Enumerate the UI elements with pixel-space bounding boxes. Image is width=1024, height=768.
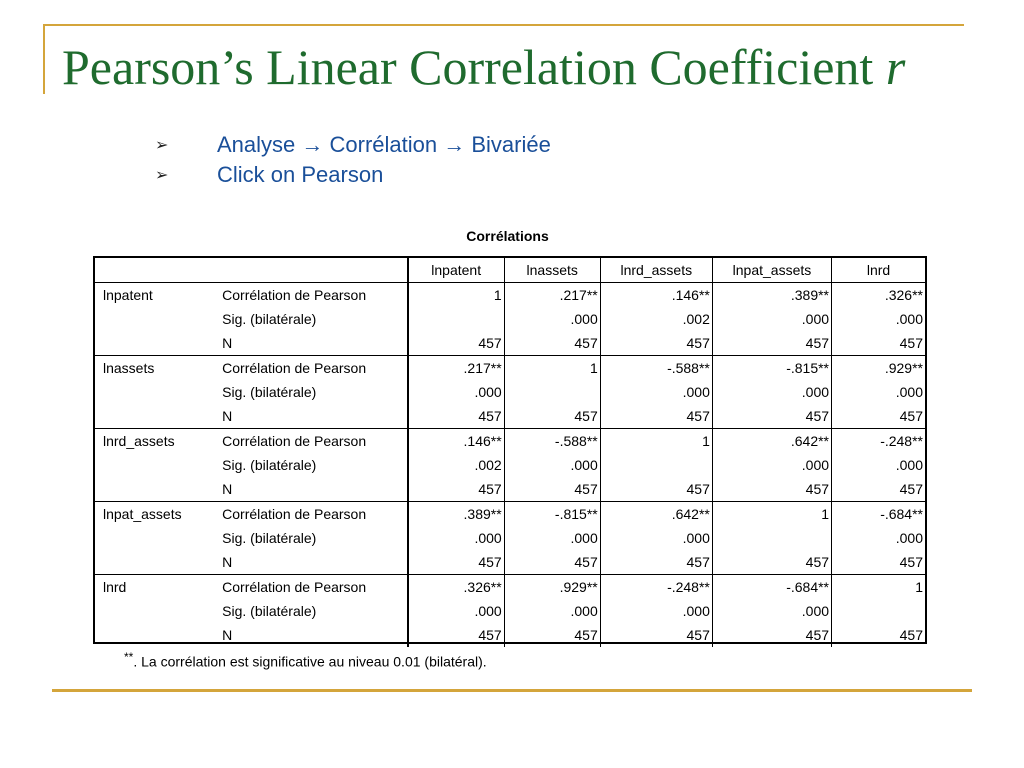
table-cell: 1 [832, 575, 925, 600]
table-cell: 457 [832, 623, 925, 647]
table-cell: 457 [408, 331, 505, 356]
statistic-label: Sig. (bilatérale) [222, 311, 317, 327]
statistic-label: N [222, 404, 408, 429]
column-header: lnpatent [408, 258, 505, 283]
statistic-label: Corrélation de Pearson [222, 360, 367, 376]
table-cell: -.248** [600, 575, 712, 600]
table-cell: -.588** [504, 429, 600, 454]
bullet-text: Analyse → Corrélation → Bivariée [217, 132, 551, 157]
table-cell [504, 380, 600, 404]
bullet-list [155, 130, 551, 190]
column-header: lnrd [832, 258, 925, 283]
table-cell: 457 [504, 331, 600, 356]
arrow-bullet-icon: ➢ [155, 137, 169, 154]
statistic-label: N [222, 477, 408, 502]
frame-bottom-line [52, 689, 972, 692]
table-cell: 457 [712, 550, 831, 575]
table-cell: -.684** [712, 575, 831, 600]
table-cell: 457 [712, 477, 831, 502]
table-cell: 457 [600, 550, 712, 575]
table-cell: 457 [504, 623, 600, 647]
table-cell: .929** [832, 356, 925, 381]
frame-left-line [43, 24, 45, 94]
bullet-item [155, 160, 551, 190]
table-row [95, 404, 925, 429]
table-cell: -.588** [600, 356, 712, 381]
table-row [95, 429, 925, 454]
column-header: lnassets [504, 258, 600, 283]
variable-name [95, 550, 222, 575]
table-row [95, 356, 925, 381]
table-cell: -.248** [832, 429, 925, 454]
table-cell [600, 453, 712, 477]
variable-name: lnrd [103, 579, 127, 595]
column-header: lnpat_assets [712, 258, 831, 283]
table-cell: 457 [408, 477, 505, 502]
statistic-label: Sig. (bilatérale) [222, 457, 317, 473]
table-cell: .929** [504, 575, 600, 600]
table-cell: 457 [408, 550, 505, 575]
frame-top-line [43, 24, 964, 26]
column-header: lnrd_assets [600, 258, 712, 283]
footnote-text: . La corrélation est significative au niveau 0.01 (bilatéral). [133, 653, 487, 670]
table-cell: 457 [408, 623, 505, 647]
table-cell: 457 [504, 404, 600, 429]
table-cell: .217** [504, 283, 600, 308]
table-row [95, 307, 925, 331]
table-cell: .000 [504, 526, 600, 550]
table-cell: 457 [832, 477, 925, 502]
table-cell: .642** [600, 502, 712, 527]
table-cell: 457 [832, 550, 925, 575]
correlation-table [93, 256, 927, 644]
table-cell: .000 [832, 526, 925, 550]
statistic-label: N [222, 331, 408, 356]
table-cell: .000 [504, 307, 600, 331]
table-cell: .217** [408, 356, 505, 381]
variable-name: lnrd_assets [103, 433, 175, 449]
table-cell: .000 [408, 599, 505, 623]
table-cell: 457 [600, 477, 712, 502]
statistic-label: Corrélation de Pearson [222, 579, 367, 595]
variable-name: lnassets [103, 360, 155, 376]
table-row [95, 502, 925, 527]
table-cell [832, 599, 925, 623]
table-cell: .389** [712, 283, 831, 308]
title-main: Pearson’s Linear Correlation Coefficient [62, 39, 874, 95]
variable-name [95, 307, 222, 331]
table-cell: .000 [600, 526, 712, 550]
correlation-grid [95, 258, 925, 647]
table-cell: .000 [408, 526, 505, 550]
table-cell: 457 [504, 550, 600, 575]
header-blank [95, 258, 222, 283]
footnote [124, 650, 487, 670]
table-row [95, 550, 925, 575]
variable-name [95, 404, 222, 429]
table-cell: .146** [408, 429, 505, 454]
table-cell: .000 [504, 599, 600, 623]
table-cell: .000 [712, 380, 831, 404]
statistic-label: N [222, 550, 408, 575]
table-cell [712, 526, 831, 550]
statistic-label: Sig. (bilatérale) [222, 384, 317, 400]
table-cell: 457 [504, 477, 600, 502]
table-cell: 1 [504, 356, 600, 381]
variable-name [95, 380, 222, 404]
variable-name [95, 623, 222, 647]
table-cell: 457 [600, 331, 712, 356]
table-cell: .000 [504, 453, 600, 477]
arrow-bullet-icon: ➢ [155, 167, 169, 184]
variable-name [95, 526, 222, 550]
table-row [95, 526, 925, 550]
table-cell: .000 [600, 599, 712, 623]
table-row [95, 623, 925, 647]
statistic-label: Sig. (bilatérale) [222, 603, 317, 619]
variable-name [95, 331, 222, 356]
table-cell: .000 [712, 453, 831, 477]
table-cell: .000 [832, 453, 925, 477]
table-cell: -.815** [712, 356, 831, 381]
table-body [95, 283, 925, 648]
bullet-item [155, 130, 551, 160]
table-row [95, 380, 925, 404]
table-cell: .000 [712, 307, 831, 331]
variable-name: lnpatent [103, 287, 153, 303]
bullet-text: Click on Pearson [217, 162, 384, 187]
table-cell [408, 307, 505, 331]
table-cell: 1 [712, 502, 831, 527]
table-row [95, 477, 925, 502]
table-cell: .326** [408, 575, 505, 600]
table-title: Corrélations [466, 228, 549, 244]
title-italic-r: r [885, 39, 906, 95]
table-cell: -.815** [504, 502, 600, 527]
table-cell: .146** [600, 283, 712, 308]
table-row [95, 599, 925, 623]
table-cell: 457 [408, 404, 505, 429]
table-cell: .000 [712, 599, 831, 623]
table-header-row [95, 258, 925, 283]
variable-name [95, 477, 222, 502]
statistic-label: Corrélation de Pearson [222, 287, 367, 303]
table-cell: .642** [712, 429, 831, 454]
table-cell: .389** [408, 502, 505, 527]
table-row [95, 453, 925, 477]
statistic-label: Sig. (bilatérale) [222, 530, 317, 546]
table-cell: -.684** [832, 502, 925, 527]
table-cell: 1 [600, 429, 712, 454]
table-row [95, 331, 925, 356]
variable-name [95, 599, 222, 623]
table-cell: 457 [712, 331, 831, 356]
table-cell: 1 [408, 283, 505, 308]
table-cell: 457 [600, 404, 712, 429]
table-cell: 457 [832, 331, 925, 356]
table-cell: .326** [832, 283, 925, 308]
page-title [62, 40, 905, 95]
footnote-marker: ** [124, 650, 134, 664]
table-cell: 457 [832, 404, 925, 429]
table-cell: .000 [832, 380, 925, 404]
statistic-label: Corrélation de Pearson [222, 506, 367, 522]
header-blank [222, 258, 408, 283]
variable-name: lnpat_assets [103, 506, 182, 522]
table-cell: .000 [408, 380, 505, 404]
statistic-label: N [222, 627, 233, 643]
table-cell: .000 [600, 380, 712, 404]
statistic-label: Corrélation de Pearson [222, 433, 367, 449]
table-cell: .000 [832, 307, 925, 331]
table-row [95, 575, 925, 600]
table-cell: 457 [600, 623, 712, 647]
table-cell: 457 [712, 404, 831, 429]
table-cell: 457 [712, 623, 831, 647]
variable-name [95, 453, 222, 477]
table-row [95, 283, 925, 308]
table-cell: .002 [408, 453, 505, 477]
table-cell: .002 [600, 307, 712, 331]
